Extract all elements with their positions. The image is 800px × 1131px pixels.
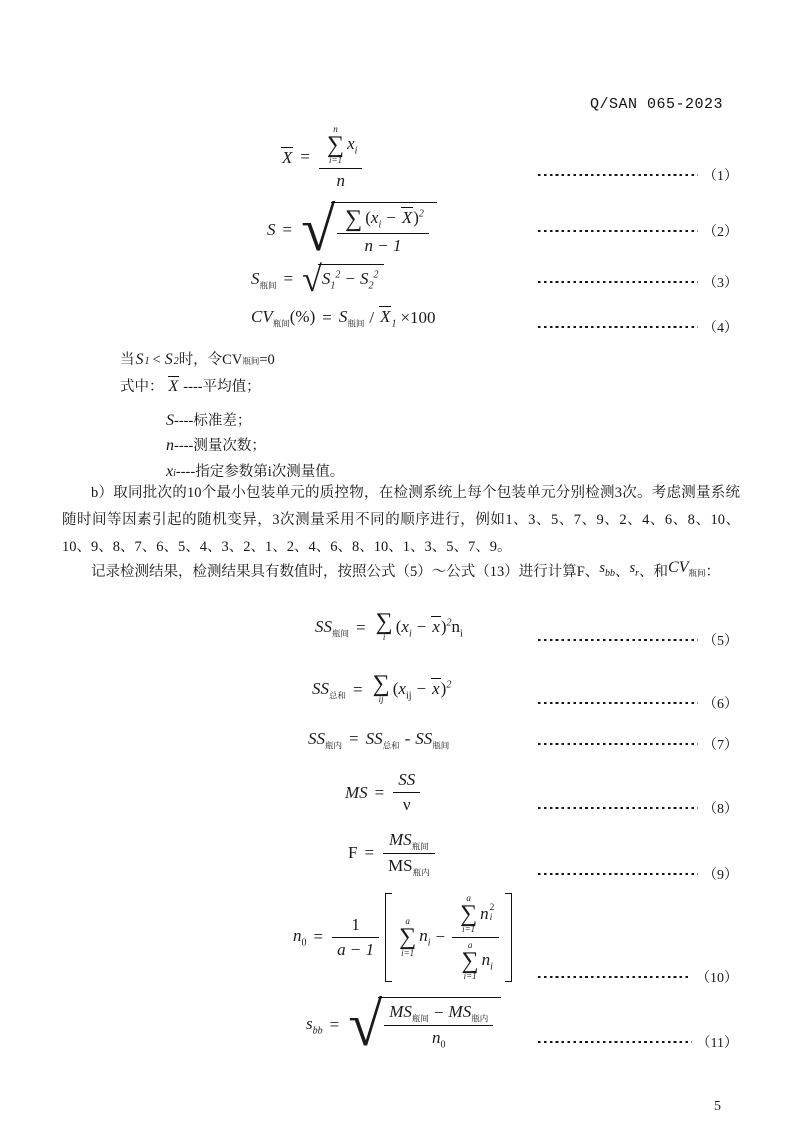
eq-number-11: （11） bbox=[696, 1036, 738, 1051]
leader-dots bbox=[538, 873, 698, 876]
formula-mean bbox=[281, 124, 364, 191]
formula-sbb: $s_{bb}$ = √ $MS_{瓶间}$ − $MS_{瓶内}$ $n_0$ bbox=[306, 997, 501, 1053]
page-number: 5 bbox=[714, 1099, 721, 1114]
radical-sign: √ bbox=[302, 259, 322, 299]
sr-symbol: $s_r$ bbox=[629, 560, 640, 579]
leader-dots bbox=[538, 230, 698, 233]
dot-leader-11 bbox=[538, 1033, 738, 1051]
equals-sign: = bbox=[313, 927, 324, 947]
square-root: √ $S_1^2 - S_2^2$ bbox=[302, 264, 384, 294]
eq-number-2: （2） bbox=[703, 225, 738, 240]
summation: a ∑ i=1 bbox=[399, 916, 417, 958]
equals-sign: = bbox=[364, 843, 375, 863]
square-root: √ ∑ $(x_i - X)^2$ n − 1 bbox=[301, 202, 437, 258]
equals-sign: = bbox=[283, 269, 294, 288]
eq-number-6: （6） bbox=[703, 697, 738, 712]
legend-n: n ----测量次数； bbox=[166, 437, 266, 454]
equals-sign: = bbox=[356, 617, 366, 637]
dot-leader-6 bbox=[538, 694, 738, 712]
legend-s: S ----标准差； bbox=[166, 412, 252, 429]
condition-note: 当 S 1 < S 2 时，令CV 瓶间 =0 bbox=[120, 351, 275, 368]
formula-n0: $n_0$ = $\frac{1}{a - 1}$ a ∑ i=1 $n_i$ − a ∑ i=1 n 2 i a ∑ i=1 $n_i$ bbox=[293, 893, 516, 982]
formula-s-between-bottle: $S_{瓶间}$ = √ $S_1^2 - S_2^2$ bbox=[251, 264, 384, 294]
eq-number-5: （5） bbox=[703, 634, 738, 649]
leader-dots bbox=[538, 281, 698, 284]
summation: ∑ i bbox=[375, 609, 393, 643]
dot-leader-10 bbox=[538, 968, 738, 986]
equals-sign: = bbox=[329, 1015, 340, 1034]
eq-number-8: （8） bbox=[703, 802, 738, 817]
dot-leader-7 bbox=[538, 735, 738, 753]
equals-sign: = bbox=[349, 729, 359, 749]
formula-ss-between: $SS_{瓶间}$ = ∑ i $(x_i - x)^2n_i$ bbox=[315, 609, 463, 643]
dot-leader-1 bbox=[538, 166, 738, 184]
fraction: a ∑ i=1 n 2 i a ∑ i=1 $n_i$ bbox=[452, 893, 499, 982]
legend-xi: x i ----指定参数第i次测量值。 bbox=[166, 463, 345, 480]
leader-dots bbox=[538, 174, 698, 177]
leader-dots bbox=[538, 326, 698, 329]
fraction: $\frac{SS}{\nu}$ bbox=[393, 770, 420, 815]
doc-number-header: Q/SAN 065-2023 bbox=[589, 96, 723, 113]
summation: ∑ bbox=[345, 205, 363, 232]
eq-number-9: （9） bbox=[703, 868, 738, 883]
formula-ss-within: $SS_{瓶内}$ = $SS_{总和}$ - $SS_{瓶间}$ bbox=[308, 729, 450, 751]
leader-dots bbox=[538, 743, 698, 746]
eq-number-3: （3） bbox=[703, 276, 738, 291]
fraction: n ∑ i=1 $x_i$ n bbox=[319, 124, 362, 191]
xbar-symbol: X bbox=[168, 378, 179, 395]
formula-ms: MS = $\frac{SS}{\nu}$ bbox=[345, 770, 422, 815]
eq-number-1: （1） bbox=[703, 169, 738, 184]
leader-dots bbox=[538, 976, 691, 979]
dot-leader-8 bbox=[538, 799, 738, 817]
formula-cv-between-bottle: $CV_{瓶间}(\%)$ = $S_{瓶间}$ / $X_1$ ×100 bbox=[251, 307, 436, 330]
equals-sign: = bbox=[300, 147, 310, 167]
equals-sign: = bbox=[353, 679, 363, 699]
eq-number-10: （10） bbox=[696, 971, 738, 986]
leader-dots bbox=[538, 807, 698, 810]
dot-leader-9 bbox=[538, 865, 738, 883]
dot-leader-3 bbox=[538, 273, 738, 291]
left-bracket bbox=[385, 893, 392, 982]
paragraph-b: b）取同批次的10个最小包装单元的质控物，在检测系统上每个包装单元分别检测3次。考虑测量系统随时间等因素引起的随机变异，3次测量采用不同的顺序进行，例如1、3、5、7、9、2、4、6、8、10、10、9、8、7、6、5、4、3、2、1、2、4、6、8、10、1、3、5、7、9。 bbox=[62, 485, 740, 555]
dot-leader-5 bbox=[538, 631, 738, 649]
equals-sign: = bbox=[282, 220, 293, 239]
right-bracket bbox=[505, 893, 512, 982]
summation: a ∑ i=1 bbox=[461, 939, 479, 982]
formula-f: F = $\frac{MS_{瓶间}}{MS_{瓶内}}$ bbox=[348, 830, 437, 877]
fraction: $\frac{1}{a - 1}$ bbox=[332, 915, 379, 960]
equals-sign: = bbox=[322, 307, 332, 327]
xbar-symbol: X bbox=[282, 147, 293, 167]
equals-sign: = bbox=[374, 782, 385, 802]
dot-leader-2 bbox=[538, 222, 738, 240]
leader-dots bbox=[538, 1041, 692, 1044]
sbb-symbol: $s_{bb}$ bbox=[599, 560, 615, 579]
legend-xbar: 式中： X ----平均值； bbox=[120, 378, 261, 395]
eq-number-4: （4） bbox=[703, 321, 738, 336]
formula-ss-total: $SS_{总和}$ = ∑ ij $(x_{ij} - x)^2$ bbox=[312, 671, 452, 705]
summation: n ∑ i=1 bbox=[326, 124, 345, 166]
summation: ∑ ij bbox=[372, 671, 390, 705]
leader-dots bbox=[538, 702, 698, 705]
radical-sign: √ bbox=[348, 991, 383, 1059]
summation: a ∑ i=1 bbox=[460, 893, 478, 935]
formula-sd: S = √ ∑ $(x_i - X)^2$ n − 1 bbox=[267, 202, 437, 258]
dot-leader-4 bbox=[538, 318, 738, 336]
leader-dots bbox=[538, 639, 698, 642]
cv-symbol: $CV_{瓶间}$ bbox=[668, 559, 706, 579]
square-root: √ $MS_{瓶间}$ − $MS_{瓶内}$ $n_0$ bbox=[348, 997, 501, 1053]
eq-number-7: （7） bbox=[703, 738, 738, 753]
fraction: $\frac{MS_{瓶间}}{MS_{瓶内}}$ bbox=[383, 830, 435, 877]
radical-sign: √ bbox=[301, 196, 336, 264]
paragraph-record: 记录检测结果，检测结果具有数值时，按照公式（5）～公式（13）进行计算F、$s_{bb}$、$s_r$、和$CV_{瓶间}$： bbox=[91, 559, 720, 580]
